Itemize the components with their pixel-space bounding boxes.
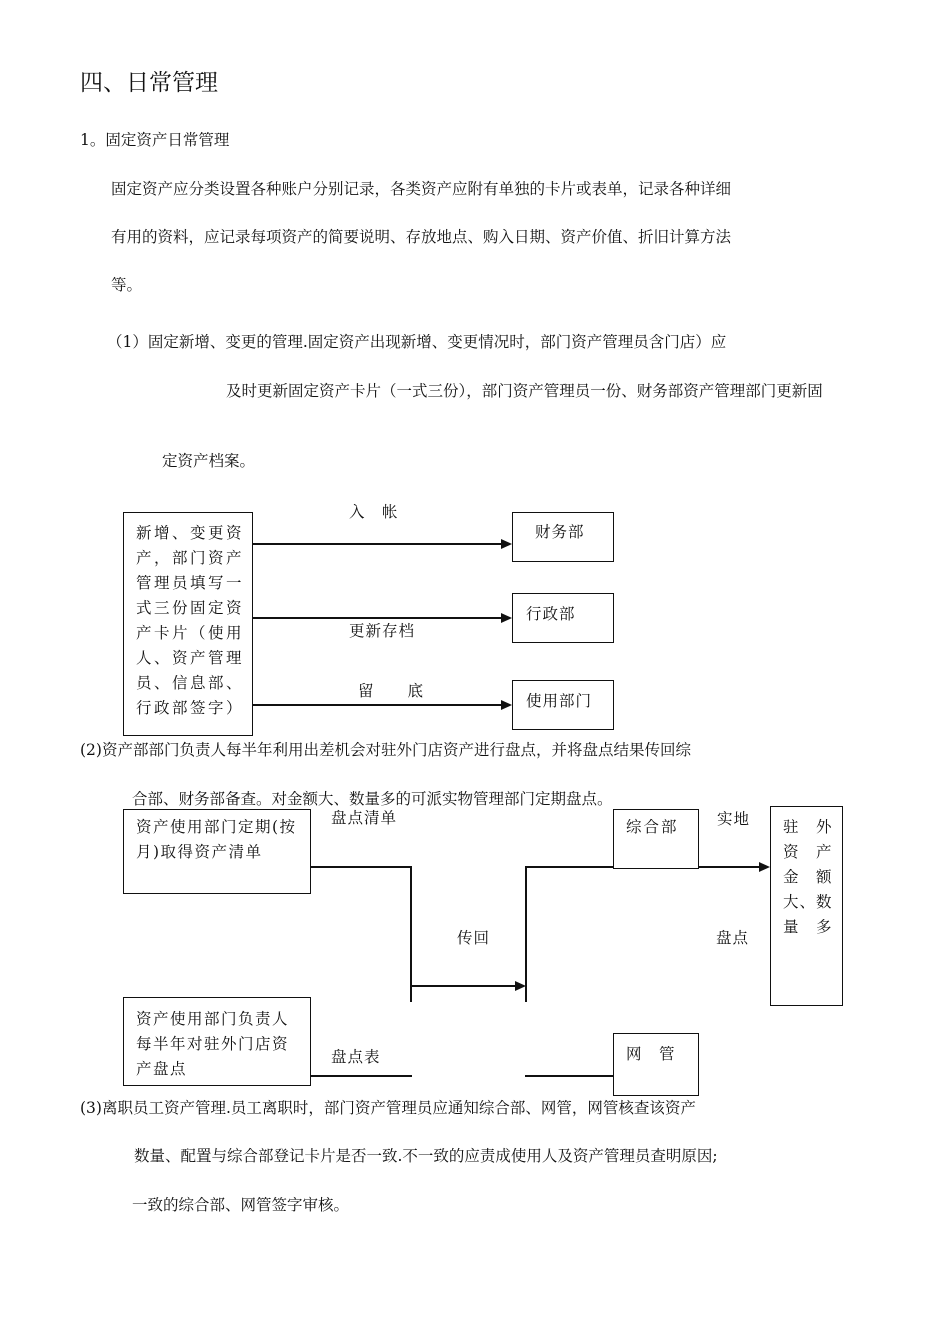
source-box-text: 新增、变更资 产，部门资产 管理员填写一 式三份固定资 产卡片（使用 人、资产管理 员、信息部、 行政部签字）	[136, 524, 245, 717]
item2-line: (2)资产部部门负责人每半年利用出差机会对驻外门店资产进行盘点，并将盘点结果传回综	[80, 741, 691, 759]
arrowhead-icon	[501, 539, 512, 549]
box-store-assets: 驻 外 资 产 金 额 大、数 量 多	[770, 806, 843, 1006]
arrow-line	[253, 617, 503, 619]
section-title: 1。固定资产日常管理	[80, 131, 230, 149]
page-heading: 四、日常管理	[80, 70, 218, 96]
box-network-admin: 网 管	[613, 1033, 699, 1096]
arrowhead-icon	[501, 613, 512, 623]
paragraph-line: 等。	[111, 276, 143, 294]
box-half-year-count: 资产使用部门负责人 每半年对驻外门店资 产盘点	[123, 997, 311, 1086]
paragraph-line: 固定资产应分类设置各种账户分别记录，各类资产应附有单独的卡片或表单，记录各种详细	[111, 180, 732, 198]
connector-line	[410, 985, 517, 987]
item2-line: 合部、财务部备查。对金额大、数量多的可派实物管理部门定期盘点。	[132, 790, 613, 808]
arrowhead-icon	[501, 700, 512, 710]
target-box-admin: 行政部	[512, 593, 614, 643]
connector-line	[525, 866, 527, 1002]
arrow-label-keep: 留 底	[358, 682, 425, 700]
arrow-label-archive: 更新存档	[349, 622, 416, 640]
target-box-finance: 财务部	[512, 512, 614, 562]
box-general-dept: 综合部	[613, 809, 699, 869]
arrowhead-icon	[759, 862, 770, 872]
label-inventory-list: 盘点清单	[331, 809, 398, 827]
arrow-line	[253, 543, 503, 545]
label-return: 传回	[457, 929, 491, 947]
item1-line: （1）固定新增、变更的管理.固定资产出现新增、变更情况时，部门资产管理员含门店）应	[107, 333, 727, 351]
target-box-user-dept: 使用部门	[512, 680, 614, 730]
label-count-table: 盘点表	[331, 1048, 381, 1066]
item3-line: (3)离职员工资产管理.员工离职时，部门资产管理员应通知综合部、网管，网管核查该资产	[80, 1099, 696, 1117]
label-onsite: 实地	[717, 810, 751, 828]
paragraph-line: 有用的资料，应记录每项资产的简要说明、存放地点、购入日期、资产价值、折旧计算方法	[111, 228, 732, 246]
connector-line	[311, 1075, 412, 1077]
item1-line: 及时更新固定资产卡片（一式三份），部门资产管理员一份、财务部资产管理部门更新固	[226, 382, 823, 400]
connector-line	[410, 866, 412, 1002]
item3-line: 一致的综合部、网管签字审核。	[132, 1196, 350, 1214]
connector-line	[525, 1075, 614, 1077]
source-box	[123, 512, 253, 736]
arrow-label-ruzhang: 入 帐	[349, 503, 399, 521]
arrow-line	[253, 704, 503, 706]
item1-line: 定资产档案。	[162, 452, 256, 470]
label-count: 盘点	[716, 929, 750, 947]
arrow-line	[699, 866, 761, 868]
box-monthly-list: 资产使用部门定期(按 月)取得资产清单	[123, 809, 311, 894]
connector-line	[311, 866, 412, 868]
connector-line	[525, 866, 614, 868]
item3-line: 数量、配置与综合部登记卡片是否一致.不一致的应责成使用人及资产管理员查明原因;	[134, 1147, 718, 1165]
